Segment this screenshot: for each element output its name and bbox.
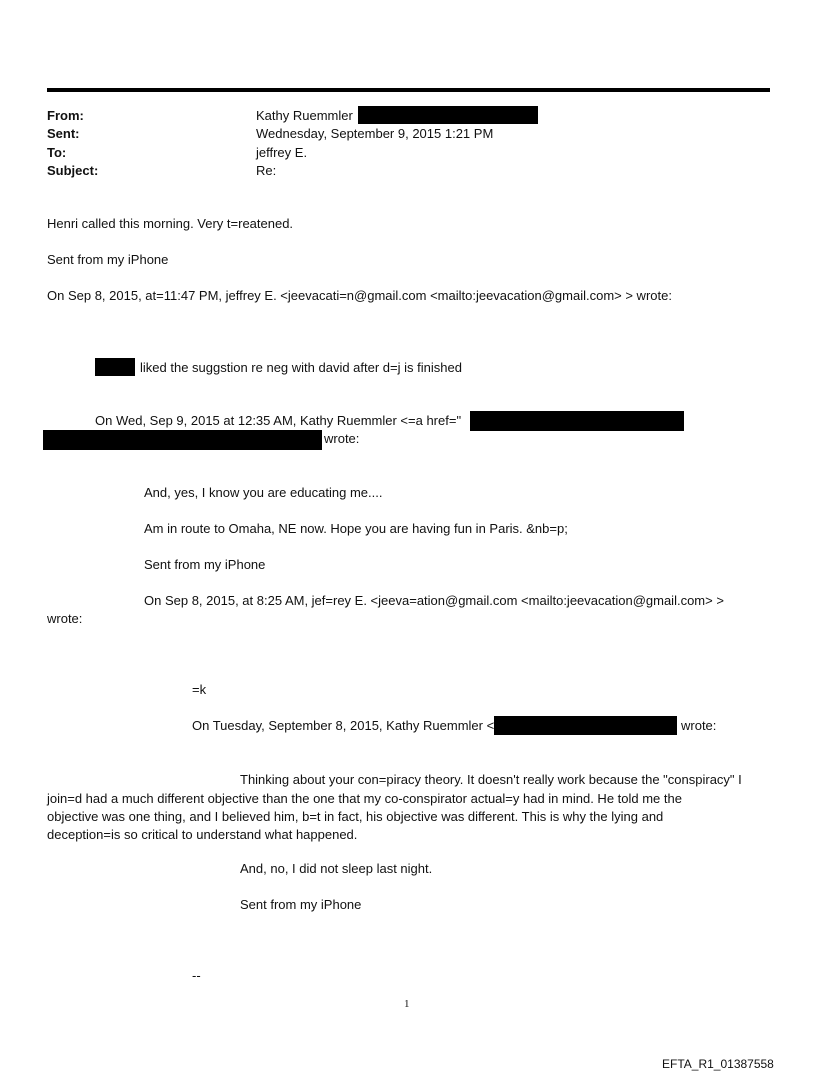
body-line-sent-iphone-3: Sent from my iPhone [240, 897, 362, 912]
redaction-href-1 [470, 411, 684, 431]
redaction-name [95, 358, 135, 376]
footer-id: EFTA_R1_01387558 [662, 1057, 774, 1071]
body-line-suggestion: liked the suggstion re neg with david after d=j is finished [140, 360, 462, 375]
to-label: To: [47, 145, 67, 160]
body-line-omaha: Am in route to Omaha, NE now. Hope you are having fun in Paris. &nb=p; [144, 521, 568, 536]
body-line-sent-iphone-2: Sent from my iPhone [144, 557, 266, 572]
quote-header-3: On Sep 8, 2015, at 8:25 AM, jef=rey E. <jeeva=ation@gmail.com <mailto:jeevacation@gmail.com> > [144, 593, 724, 608]
to-value: jeffrey E. [256, 145, 308, 160]
body-line-k: =k [192, 682, 207, 697]
paragraph-continuation: join=d had a much different objective than the one that my co-conspirator actual=y had in mind. He told me the objective was one thing, and I believed him, b=t in fact, his objective was different. This is why the lying and deception=is so critical to understand what happened. [47, 791, 682, 842]
body-line-educating: And, yes, I know you are educating me.... [144, 485, 383, 500]
sent-label: Sent: [47, 126, 80, 141]
quote-header-2-wrote: wrote: [324, 431, 360, 446]
quote-header-2: On Wed, Sep 9, 2015 at 12:35 AM, Kathy Ruemmler <=a href=" [95, 413, 462, 428]
quote-header-3-wrote: wrote: [47, 611, 83, 626]
page-number: 1 [404, 998, 410, 1010]
signature-separator: -- [192, 968, 201, 983]
subject-label: Subject: [47, 163, 99, 178]
body-line-henri: Henri called this morning. Very t=reatened. [47, 216, 294, 231]
header-rule [47, 88, 770, 92]
redaction-from-email [358, 106, 538, 124]
subject-value: Re: [256, 163, 277, 178]
body-line-sent-iphone: Sent from my iPhone [47, 252, 169, 267]
from-value: Kathy Ruemmler [256, 108, 353, 123]
redaction-href-2 [43, 430, 322, 450]
from-label: From: [47, 108, 84, 123]
quote-header-4-wrote: wrote: [681, 718, 717, 733]
redaction-email-2 [494, 716, 677, 735]
quote-header-1: On Sep 8, 2015, at=11:47 PM, jeffrey E. <jeevacati=n@gmail.com <mailto:jeevacation@gmail.com> > wrote: [47, 288, 672, 303]
sent-value: Wednesday, September 9, 2015 1:21 PM [256, 126, 494, 141]
quote-header-4: On Tuesday, September 8, 2015, Kathy Ruemmler < [192, 718, 495, 733]
paragraph-first-line: Thinking about your con=piracy theory. It doesn't really work because the "conspiracy" I [240, 772, 742, 787]
body-line-sleep: And, no, I did not sleep last night. [240, 861, 433, 876]
